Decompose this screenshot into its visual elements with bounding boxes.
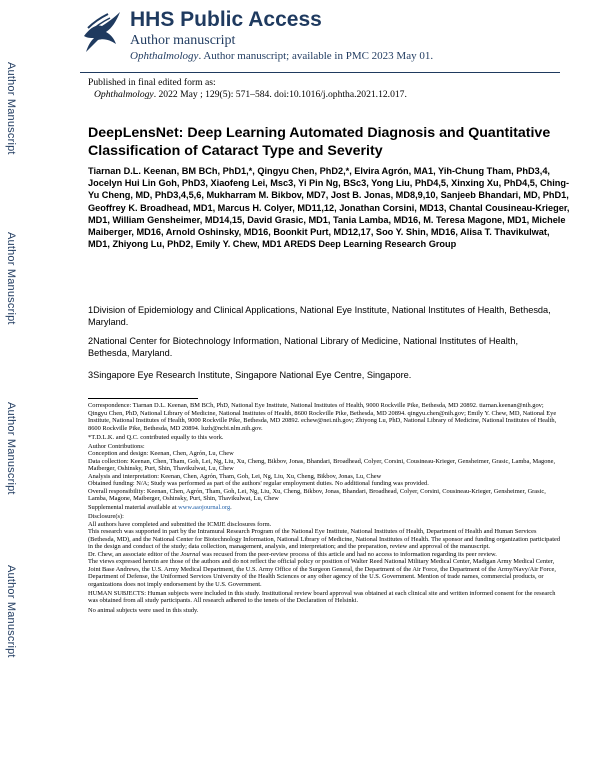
- human-subjects-note: HUMAN SUBJECTS: Human subjects were included in this study. Institutional review board approval was obtained at each clinical site and written informed consent for the research was obtained from all study participants. All research adhered to the tenets of the Declaration of Helsinki.: [88, 589, 556, 605]
- affiliation-1: 1Division of Epidemiology and Clinical Applications, National Eye Institute, National Institutes of Health, Bethesda, Maryland.: [88, 305, 551, 328]
- header-divider: [80, 72, 560, 73]
- contributions-block: [88, 443, 560, 503]
- supplemental-note: [88, 504, 560, 512]
- supplemental-prefix: Supplemental material available at: [88, 504, 179, 512]
- recusal-suffix: was recused from the peer-review process of this article and had no access to information regarding its peer review.: [200, 550, 497, 558]
- disclosure-heading: Disclosure(s):: [88, 513, 124, 521]
- correspondence-note: Correspondence: Tiarnan D.L. Keenan, BM BCh, PhD, National Eye Institute, National Institutes of Health, 9000 Rockville Pike, Bethesda, MD 20892. tiarnan.keenan@nih.gov; Qingyu Chen, PhD, National Library of Medicine, National Institutes of Health, 8600 Rockville Pike, Bethesda, MD 20894. qingyu.chen@nih.gov; Emily Y. Chew, MD, National Eye Institute, National Institutes of Health, 9000 Rockville Pike, Bethesda, MD 20892. echew@nei.nih.gov; Zhiyong Lu, PhD, National Library of Medicine, National Institutes of Health, 8600 Rockville Pike, Bethesda, MD 20894. luzh@ncbi.nlm.nih.gov.: [88, 402, 557, 432]
- side-label-author-manuscript: Author Manuscript: [5, 232, 17, 325]
- article-title: DeepLensNet: Deep Learning Automated Diagnosis and Quantitative Classification of Cataract Type and Severity: [88, 125, 551, 159]
- contribution-line: Data collection: Keenan, Chen, Tham, Goh, Lei, Ng, Liu, Xu, Cheng, Bikbov, Jonas, Bhandari, Broadhead, Colyer, Corsini, Cousineau-Krieger, Gensheimer, Grasic, Lamba, Magone, Maiberger, Oshinsky, Purt, Shin, Thavikulwat, Lu, Chew: [88, 457, 556, 473]
- disclosure-block: [88, 513, 560, 588]
- authors-text: Tiarnan D.L. Keenan, BM BCh, PhD1,*, Qingyu Chen, PhD2,*, Elvira Agrón, MA1, Yih-Chung Tham, PhD3,4, Jocelyn Hui Lin Goh, PhD3, Xiaofeng Lei, Msc3, Yi Pin Ng, BSc3, Yong Liu, PhD4,5, Xinxing Xu, PhD4,5, Ching-Yu Cheng, MD, PhD3,4,5,6, Mukharram M. Bikbov, MD7, Jost B. Jonas, MD8,9,10, Sanjeeb Bhandari, MD, PhD1, Geoffrey K. Broadhead, MD1, Marcus H. Colyer, MD11,12, Jonathan Corsini, MD13, Chantal Cousineau-Krieger, MD1, William Gensheimer, MD14,15, David Grasic, MD1, Tania Lamba, MD16, M. Teresa Magone, MD1, Michele Maiberger, MD16, Arnold Oshinsky, MD16, Boonkit Purt, MD12,17, Soo Y. Shin, MD16, Alisa T. Thavikulwat, MD1, Zhiyong Lu, PhD2, Emily Y. Chew, MD1 AREDS Deep Learning Research Group: [88, 166, 570, 250]
- contribution-line: Conception and design: Keenan, Chen, Agrón, Lu, Chew: [88, 450, 234, 458]
- affiliation-3: 3Singapore Eye Research Institute, Singapore National Eye Centre, Singapore.: [88, 370, 412, 380]
- published-label: Published in final edited form as:: [88, 77, 216, 88]
- footnotes: [88, 402, 560, 616]
- contributions-heading: Author Contributions:: [88, 442, 145, 450]
- supplemental-suffix: .: [230, 504, 232, 512]
- affiliation-2: 2National Center for Biotechnology Information, National Library of Medicine, National Institutes of Health, Bethesda, Maryland.: [88, 336, 519, 359]
- citation-journal: Ophthalmology: [94, 89, 154, 100]
- disclosure-text: All authors have completed and submitted the ICMJE disclosures form.: [88, 520, 272, 528]
- contribution-line: Analysis and interpretation: Keenan, Chen, Agrón, Tham, Goh, Lei, Ng, Liu, Xu, Cheng, Bikbov, Jonas, Lu, Chew: [88, 472, 382, 480]
- animal-subjects-note: No animal subjects were used in this study.: [88, 606, 199, 614]
- availability-text: . Author manuscript; available in PMC 2023 May 01.: [198, 50, 434, 62]
- contribution-line: Overall responsibility: Keenan, Chen, Agrón, Tham, Goh, Lei, Ng, Liu, Xu, Cheng, Bikbov, Jonas, Bhandari, Broadhead, Colyer, Corsini, Cousineau-Krieger, Gensheimer, Grasic, Lamba, Magone, Maiberger, Oshinsky, Purt, Shin, Thavikulwat, Lu, Chew: [88, 487, 546, 503]
- author-manuscript-subtitle: Author manuscript: [130, 33, 236, 48]
- supplemental-link[interactable]: www.aaojournal.org: [178, 504, 231, 512]
- hhs-public-access-title: HHS Public Access: [130, 8, 322, 31]
- author-list: [88, 165, 570, 250]
- recusal-journal: Journal: [180, 550, 201, 558]
- availability-line: [130, 50, 433, 62]
- views-disclaimer-text: The views expressed herein are those of the authors and do not reflect the official policy or position of Walter Reed National Military Medical Center, Madigan Army Medical Center, Joint Base Andrews, the U.S. Army Medical Department, the U.S. Army Office of the Surgeon General, the Department of the Air Force, the Department of the Army/Navy/Air Force, Department of Defense, the Uniformed Services University of the Health Sciences or any other agency of the U.S. Government. Mention of trade names, commercial products, or organizations does not imply endorsement by the U.S. Government.: [88, 558, 556, 588]
- hhs-header: [80, 6, 560, 70]
- research-support-text: This research was supported in part by the Intramural Research Program of the National Eye Institute, National Institutes of Health, Department of Health and Human Services (Bethesda, MD), and the National Center for Biotechnology Information, National Library of Medicine, National Institutes of Health. The sponsor and funding organization participated in the design and conduct of the study; data collection, management, analysis, and interpretation; and the preparation, review and approval of the manuscript.: [88, 528, 561, 551]
- left-margin-strip: [0, 0, 20, 776]
- side-label-author-manuscript: Author Manuscript: [5, 565, 17, 658]
- contribution-line: Obtained funding: N/A; Study was performed as part of the authors' regular employment duties. No additional funding was provided.: [88, 480, 429, 488]
- citation-line: [88, 89, 558, 101]
- side-label-author-manuscript: Author Manuscript: [5, 402, 17, 495]
- hhs-eagle-logo-icon: [80, 6, 124, 56]
- recusal-prefix: Dr. Chew, an associate editor of the: [88, 550, 181, 558]
- footnote-divider: [88, 398, 198, 399]
- side-label-author-manuscript: Author Manuscript: [5, 62, 17, 155]
- citation-details: . 2022 May ; 129(5): 571–584. doi:10.1016/j.ophtha.2021.12.017.: [153, 89, 407, 100]
- journal-name: Ophthalmology: [130, 50, 199, 62]
- equal-contribution-note: *T.D.L.K. and Q.C. contributed equally to this work.: [88, 433, 224, 441]
- editor-recusal-text: [88, 551, 560, 559]
- publication-info: [88, 77, 558, 101]
